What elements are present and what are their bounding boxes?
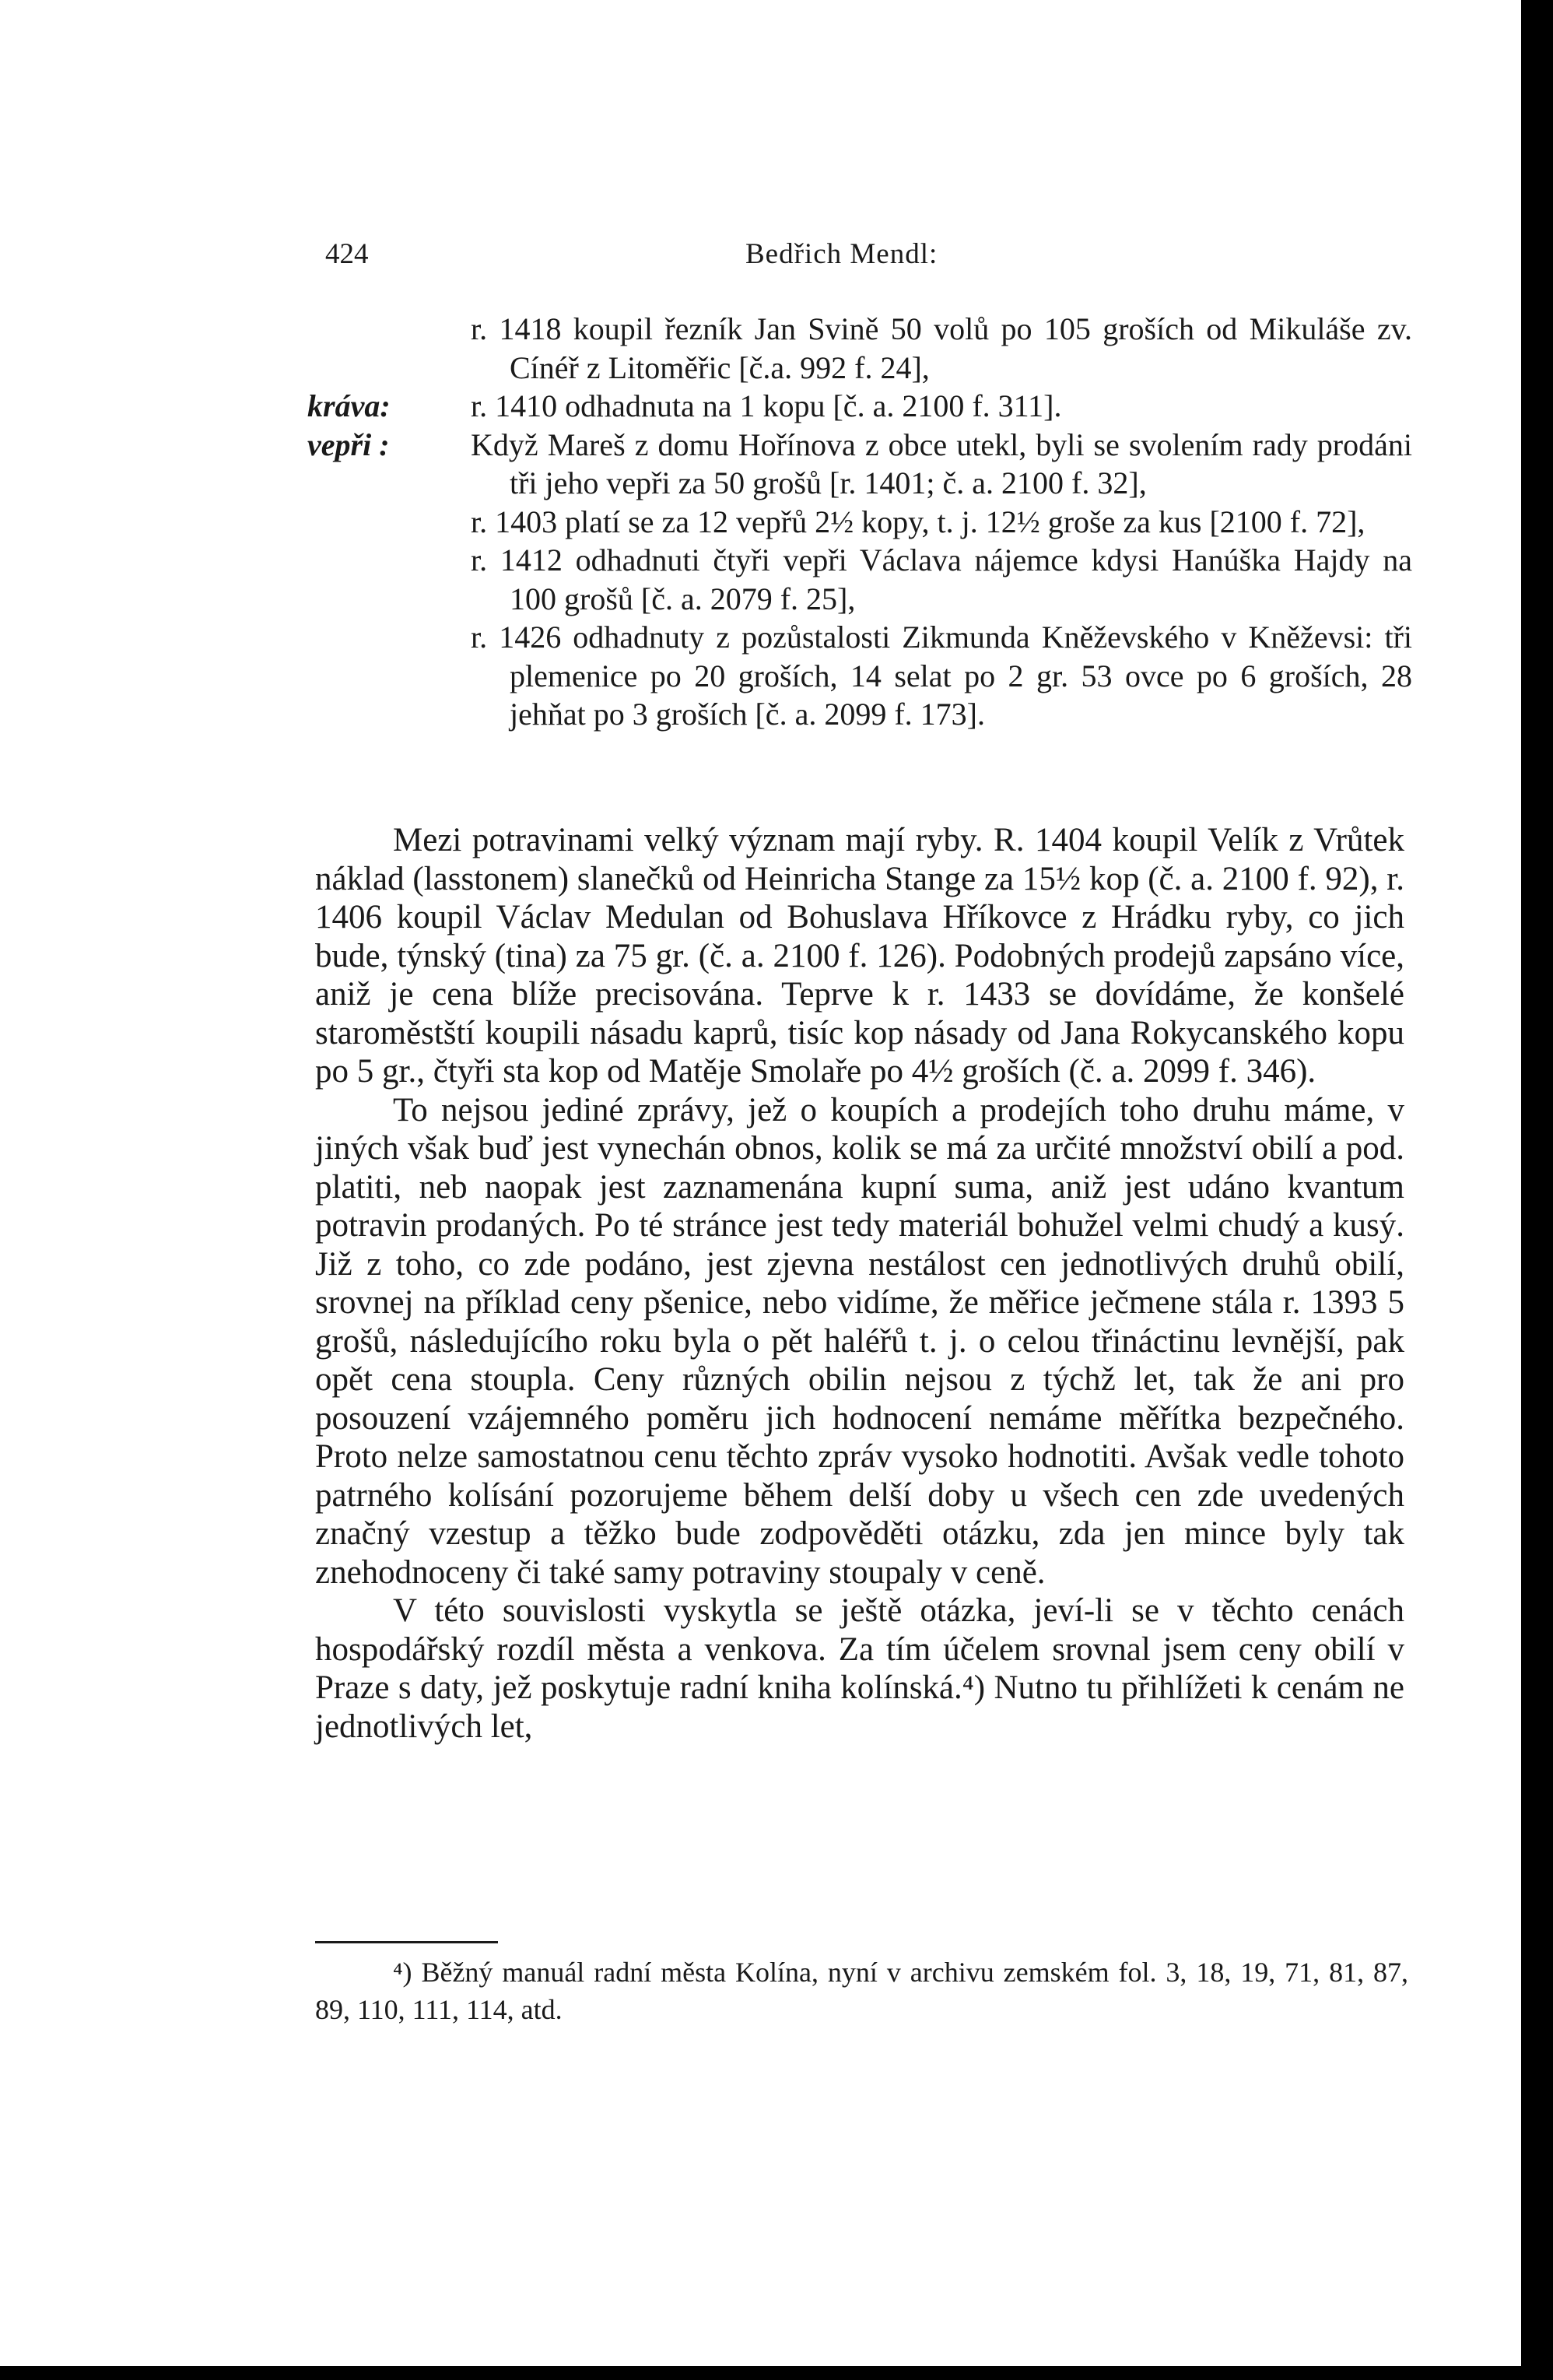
entry-item xyxy=(307,426,1412,503)
entry-text: r. 1412 odhadnuti čtyři vepři Václava nájemce kdysi Hanúška Hajdy na 100 grošů [č. a. 2079 f. 25], xyxy=(471,542,1412,616)
entry-item xyxy=(307,387,1412,426)
footnote-divider xyxy=(315,1941,498,1943)
entry-item xyxy=(307,503,1412,542)
paragraph-price-analysis: To nejsou jediné zprávy, jež o koupích a prodejích toho druhu máme, v jiných však buď jest vynechán obnos, kolik se má za určité množství obilí a pod. platiti, neb naopak jest zaznamenána kupní suma, aniž jest udáno kvantum potravin prodaných. Po té stránce jest tedy materiál bohužel velmi chudý a kusý. Již z toho, co zde podáno, jest zjevna nestálost cen jednotlivých druhů obilí, srovnej na příklad ceny pšenice, nebo vidíme, že měřice ječmene stála r. 1393 5 grošů, následujícího roku byla o pět haléřů t. j. o celou třináctinu levnější, pak opět cena stoupla. Ceny různých obilin nejsou z týchž let, tak že ani pro posouzení vzájemného poměru jich hodnocení nemáme měřítka bezpečného. Proto nelze samostatnou cenu těchto zpráv vysoko hodnotiti. Avšak vedle tohoto patrného kolísání pozorujeme během delší doby u všech cen zde uvedených značný vzestup a těžko bude zodpověděti otázku, zda jen mince byly tak znehodnoceny či také samy potraviny stoupaly v ceně. xyxy=(315,1091,1404,1591)
paragraph-town-country: V této souvislosti vyskytla se ještě otázka, jeví-li se v těchto cenách hospodářský rozdíl města a venkova. Za tím účelem srovnal jsem ceny obilí v Praze s daty, jež poskytuje radní kniha kolínská.⁴) Nutno tu přihlížeti k cenám ne jednotlivých let, xyxy=(315,1592,1404,1745)
entry-text: r. 1418 koupil řezník Jan Svině 50 volů po 105 groších od Mikuláše zv. Cínéř z Litoměřic [č.a. 992 f. 24], xyxy=(471,311,1412,385)
entry-item xyxy=(307,618,1412,734)
margin-label-vepri: vepři : xyxy=(307,427,390,462)
body-text xyxy=(315,821,1404,1746)
running-head xyxy=(325,237,1365,284)
entry-item xyxy=(307,310,1412,387)
margin-label-krava: kráva: xyxy=(307,388,391,423)
footnote: ⁴) Běžný manuál radní města Kolína, nyní v archivu zemském fol. 3, 18, 19, 71, 81, 87, 89, 110, 111, 114, atd. xyxy=(315,1957,1408,2025)
entry-item xyxy=(307,541,1412,618)
entry-text: r. 1403 platí se za 12 vepřů 2½ kopy, t. j. 12½ groše za kus [2100 f. 72], xyxy=(471,504,1365,539)
entry-text: r. 1426 odhadnuty z pozůstalosti Zikmunda Kněževského v Kněževsi: tři plemenice po 20 groších, 14 selat po 2 gr. 53 ovce po 6 groších, 28 jehňat po 3 groších [č. a. 2099 f. 173]. xyxy=(471,620,1412,732)
page-number: 424 xyxy=(325,238,369,270)
paragraph-fish-prices: Mezi potravinami velký význam mají ryby. R. 1404 koupil Velík z Vrůtek náklad (lasstonem) slanečků od Heinricha Stange za 15½ kop (č. a. 2100 f. 92), r. 1406 koupil Václav Medulan od Bohuslava Hříkovce z Hrádku ryby, co jich bude, týnský (tina) za 75 gr. (č. a. 2100 f. 126). Podobných prodejů zapsáno více, aniž je cena blíže precisována. Teprve k r. 1433 se dovídáme, že konšelé staroměstští koupili násadu kaprů, tisíc kop násady od Jana Rokycanského kopu po 5 gr., čtyři sta kop od Matěje Smolaře po 4½ groších (č. a. 2099 f. 346). xyxy=(315,822,1404,1090)
price-entries xyxy=(307,310,1412,734)
entry-text: Když Mareš z domu Hořínova z obce utekl, byli se svolením rady prodáni tři jeho vepři za 50 grošů [r. 1401; č. a. 2100 f. 32], xyxy=(471,427,1412,500)
entry-text: r. 1410 odhadnuta na 1 kopu [č. a. 2100 f. 311]. xyxy=(471,388,1062,423)
running-title: Bedřich Mendl: xyxy=(745,238,938,270)
